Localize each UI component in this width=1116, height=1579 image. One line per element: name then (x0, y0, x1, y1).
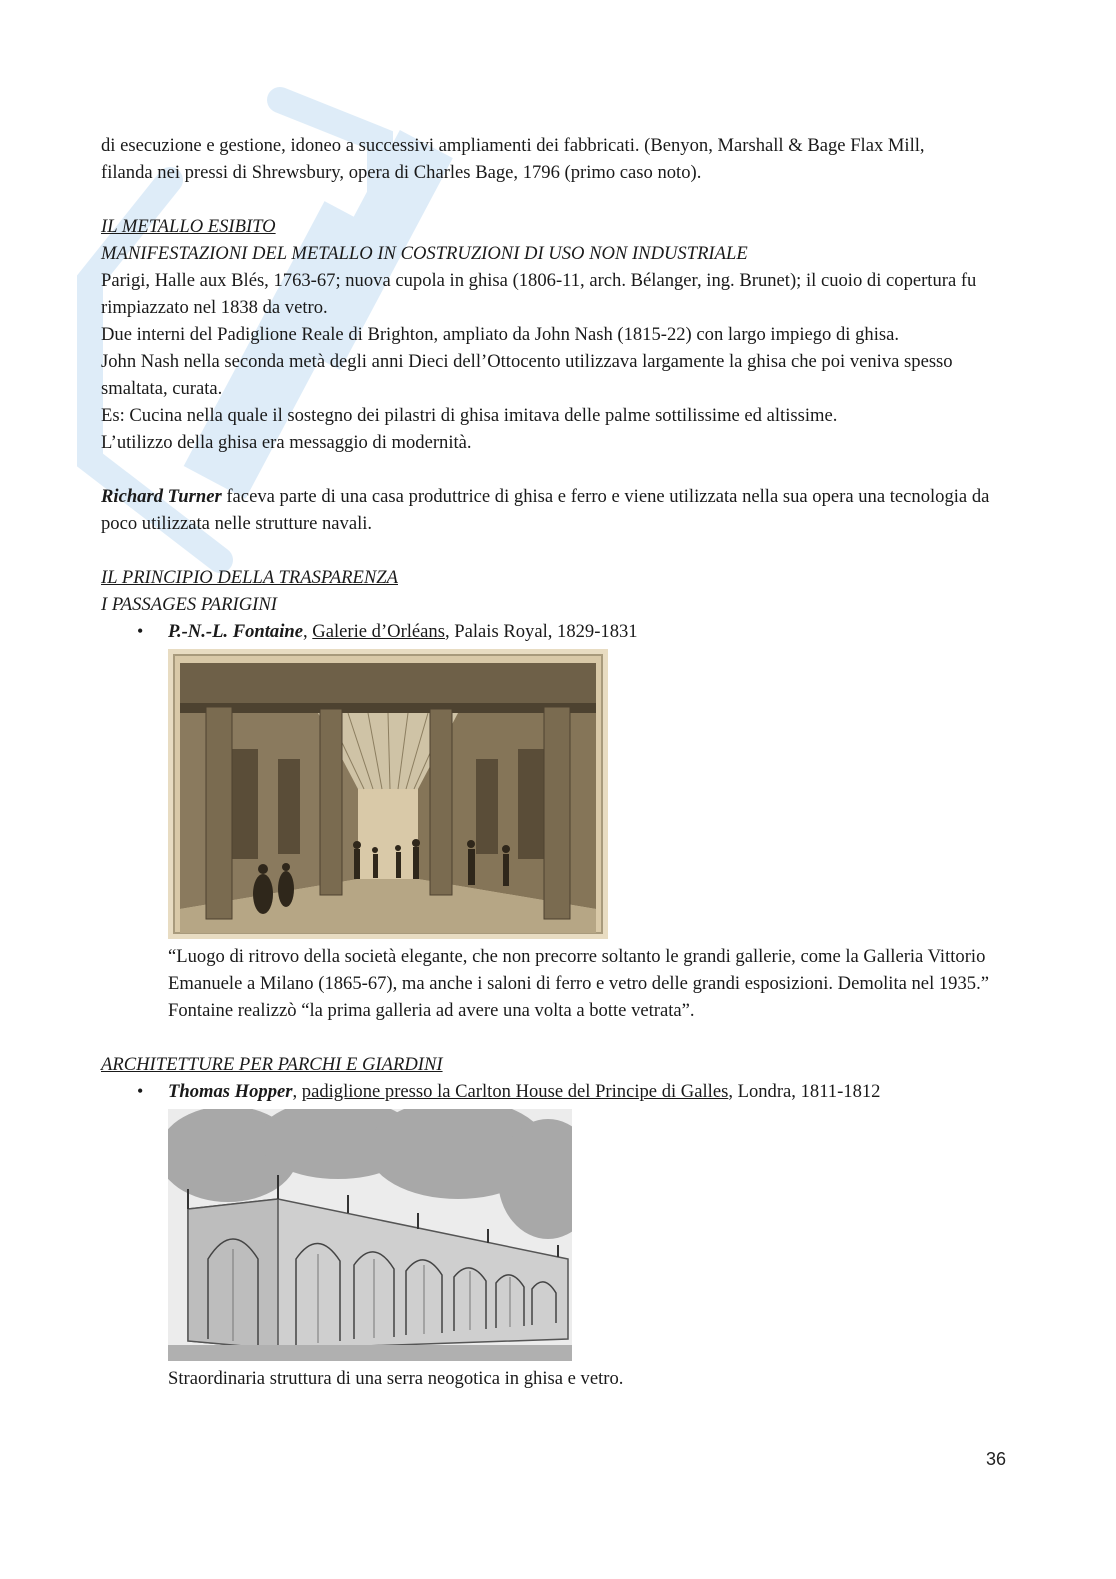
bullet-icon: • (137, 1081, 144, 1101)
section-heading-trasparenza: IL PRINCIPIO DELLA TRASPARENZA (101, 567, 398, 588)
galerie-orleans-link[interactable]: Galerie d’Orléans (312, 621, 445, 642)
paragraph-halle: Parigi, Halle aux Blés, 1763-67; nuova cupola in ghisa (1806-11, arch. Bélanger, ing. Brunet); il cuoio di copertura fu rimpiazzato nel 1838 da vetro. (101, 270, 977, 318)
intro-line-1: di esecuzione e gestione, idoneo a successivi ampliamenti dei fabbricati. (Benyon, Marshall & Bage Flax Mill, (101, 135, 925, 156)
galerie-orleans-image (168, 649, 608, 939)
paragraph-cucina: Es: Cucina nella quale il sostegno dei pilastri di ghisa imitava delle palme sottilissime ed altissime. (101, 405, 838, 426)
conservatory-caption: Straordinaria struttura di una serra neogotica in ghisa e vetro. (168, 1368, 624, 1389)
paragraph-modernita: L’utilizzo della ghisa era messaggio di modernità. (101, 432, 472, 453)
list-item-hopper: • Thomas Hopper, padiglione presso la Carlton House del Principe di Galles, Londra, 1811-1812 (101, 1078, 1021, 1105)
carlton-house-link[interactable]: padiglione presso la Carlton House del Principe di Galles (301, 1081, 729, 1102)
document-page (101, 132, 1021, 1392)
section-subheading-passages: I PASSAGES PARIGINI (101, 594, 277, 615)
paragraph-turner (101, 483, 1021, 537)
page-number: 36 (986, 1449, 1007, 1469)
section-heading-metallo: IL METALLO ESIBITO (101, 216, 276, 237)
list-item-fontaine: • P.-N.-L. Fontaine, Galerie d’Orléans, Palais Royal, 1829-1831 (101, 618, 1021, 645)
section-subheading-manifestazioni: MANIFESTAZIONI DEL METALLO IN COSTRUZIONI DI USO NON INDUSTRIALE (101, 243, 748, 264)
fontaine-author: P.-N.-L. Fontaine (168, 621, 303, 642)
turner-text: faceva parte di una casa produttrice di ghisa e ferro e viene utilizzata nella sua opera una tecnologia da poco utilizzata nelle strutture navali. (101, 486, 990, 534)
carlton-house-conservatory-image (168, 1109, 572, 1361)
galerie-note: Fontaine realizzò “la prima galleria ad avere una volta a botte vetrata”. (168, 1000, 695, 1021)
paragraph-nash: John Nash nella seconda metà degli anni Dieci dell’Ottocento utilizzava largamente la ghisa che poi veniva spesso smaltata, curata. (101, 351, 953, 399)
hopper-author: Thomas Hopper (168, 1081, 293, 1102)
intro-line-2: filanda nei pressi di Shrewsbury, opera di Charles Bage, 1796 (primo caso noto). (101, 162, 702, 183)
section-heading-parchi: ARCHITETTURE PER PARCHI E GIARDINI (101, 1054, 443, 1075)
paragraph-brighton: Due interni del Padiglione Reale di Brighton, ampliato da John Nash (1815-22) con largo impiego di ghisa. (101, 324, 900, 345)
turner-name: Richard Turner (101, 486, 222, 507)
galerie-quote: “Luogo di ritrovo della società elegante, che non precorre soltanto le grandi gallerie, come la Galleria Vittorio Emanuele a Milano (1865-67), ma anche i saloni di ferro e vetro delle grandi esposizioni. Demolita nel 1935.” (168, 946, 989, 994)
bullet-icon: • (137, 621, 144, 641)
